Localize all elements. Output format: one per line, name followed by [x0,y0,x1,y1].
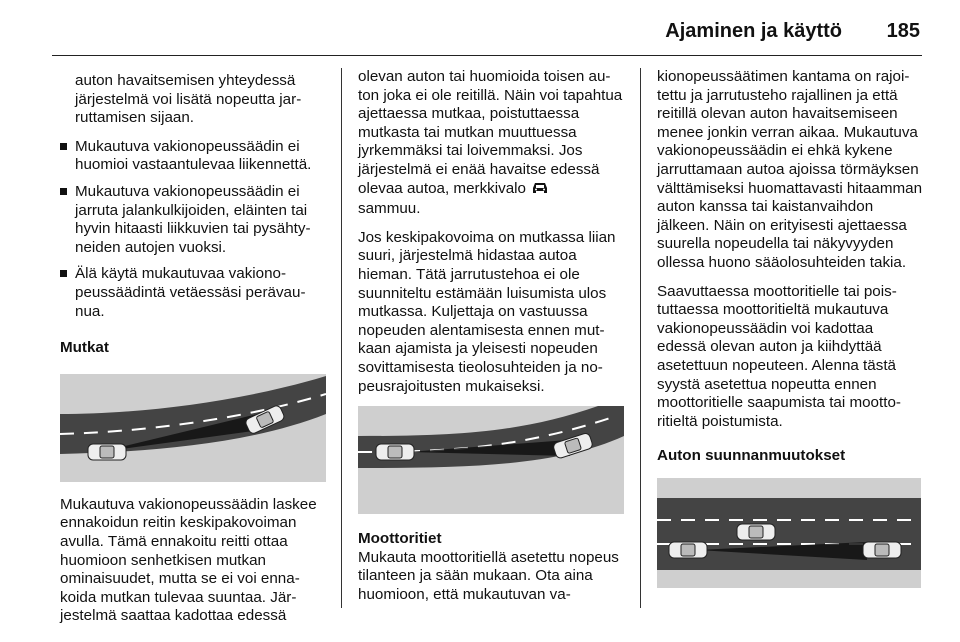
paragraph-text: olevan auton tai huomioida toisen auton joka ei ole reitillä. Näin voi tapahtua ajettaessa mutkaa, poistuttaessa mutkasta tai mutkan muuttuessa jyrkemmäksi tai loivemmaksi. Jos järjestelmä ei enää havaitse edessä olevaa autoa, merkkivalo [358,68,623,197]
section-title-suunnanmuutokset: Auton suunnanmuutokset [657,447,846,465]
paragraph: Jos keskipakovoima on mutkassa liian suuri, järjestelmä hidastaa autoa hieman. Tätä jarrutustehoa ei ole suunniteltu estämään luisumista ulos mutkassa. Kuljettaja on vastuussa nopeuden alentamisesta ennen mutkaan ajamista ja yleisesti nopeuden sovittamisesta tieolosuhteiden ja nopeusrajoitusten mukaiseksi. [358,228,616,395]
paragraph: Saavuttaessa moottoritielle tai poistuttaessa moottoritieltä mukautuva vakionopeussäädin voi kadottaa edessä olevan auton ja kiihdyttää asetettuun nopeuteen. Alenna tästä syystä asetettua nopeutta ennen moottoritielle saapumista tai moottoritieltä poistumista. [657,282,901,430]
page-number: 185 [886,20,920,42]
column-1 [60,68,326,636]
list-item-text: Mukautuva vakionopeussäädin ei huomioi vastaantulevaa liikennettä. [75,137,312,174]
column-divider [640,68,641,608]
bullet-icon [60,143,67,150]
bullet-list [60,138,326,321]
bullet-icon [60,270,67,277]
list-item-text: Mukautuva vakionopeussäädin ei jarruta jalankulkijoiden, eläinten tai hyvin hitaasti liikkuvien tai pysähtyneiden autojen vuoksi. [75,182,311,256]
column-3 [657,68,925,602]
car-front-icon [532,182,548,201]
paragraph: Mukautuva vakionopeussäädin laskee ennakoidun reitin keskipakovoiman avulla. Tämä ennakoitu reitti ottaa huomioon senhetkisen mutkan ominaisuudet, mutta se ei voi ennakoida mutkan tulevaa suuntaa. Järjestelmä saattaa kadottaa edessä [60,495,317,625]
section-title-mutkat: Mutkat [60,339,109,357]
continuation-text: auton havaitsemisen yhteydessä järjestelmä voi lisätä nopeutta jarruttamisen sijaan. [75,72,302,127]
page-header [0,0,960,60]
list-item-text: Älä käytä mukautuvaa vakionopeussäädintä vetäessäsi perävaunua. [75,265,306,320]
column-2 [358,68,624,614]
list-item [60,265,326,321]
header-rule [52,55,922,56]
paragraph-text: sammuu. [358,200,421,218]
paragraph [358,68,624,219]
paragraph: Mukauta moottoritiellä asetettu nopeus tilanteen ja sään mukaan. Ota aina huomioon, että mukautuvan va- [358,548,619,603]
curve-road-illustration [358,406,624,514]
list-item [60,138,326,175]
list-item [60,183,326,257]
paragraph: kionopeussäätimen kantama on rajoitettu ja jarrutusteho rajallinen ja että reitillä olevan auton havaitsemiseen menee jonkin verran aikaa. Mukautuva vakionopeussäädin ei ehkä kykene jarruttamaan autoa ajoissa törmäyksen välttämiseksi huomattavasti hitaamman auton kanssa tai kaistanvaihdon jälkeen. Näin on erityisesti ajettaessa suurella nopeudella tai näkyvyyden ollessa huono sääolosuhteiden takia. [657,68,923,271]
section-title-moottoritiet: Moottoritiet [358,530,442,548]
bullet-icon [60,188,67,195]
curve-road-illustration [60,374,326,482]
column-divider [341,68,342,608]
header-title: Ajaminen ja käyttö [665,20,842,42]
lane-change-illustration [657,478,921,588]
